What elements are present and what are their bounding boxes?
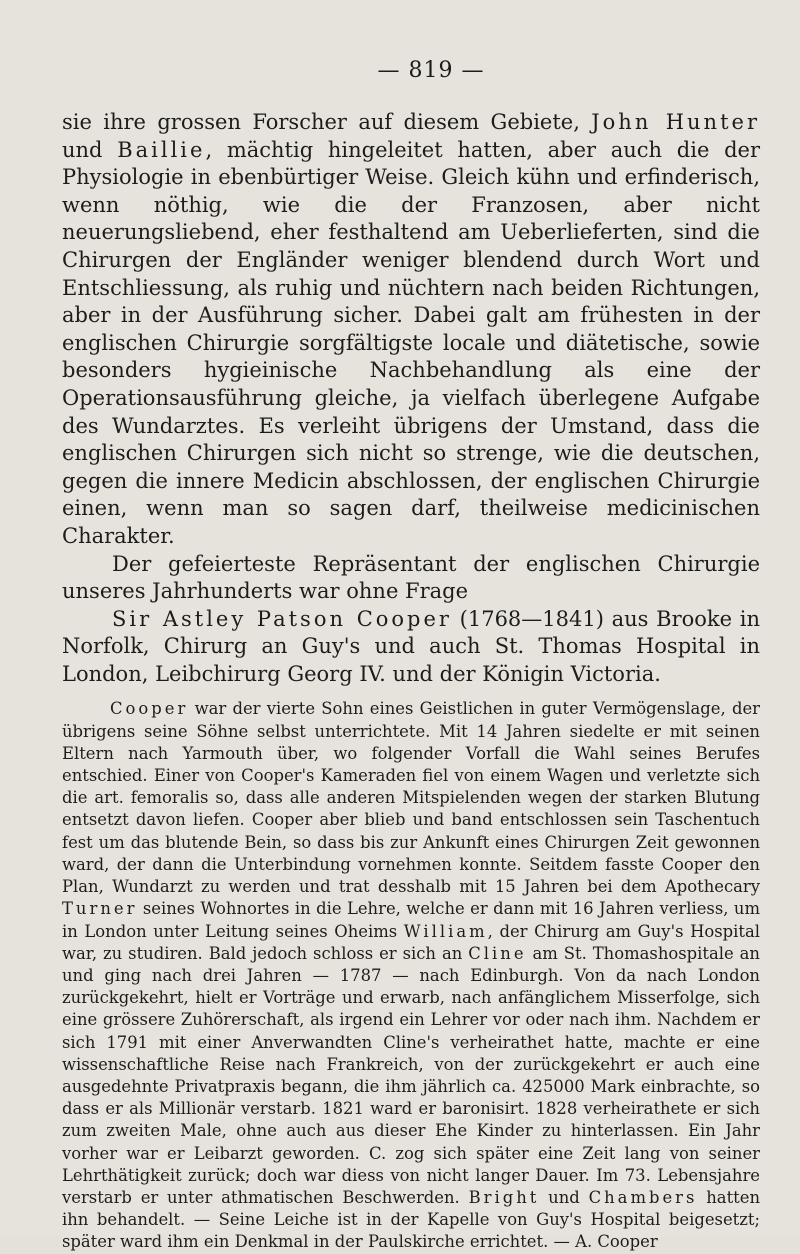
text-run: hatten ihn behandelt. — Seine Leiche ist in der Kapelle von Guy's Hospital beigesetzt; später ward ihm ein Denkmal in der Paulskirche errichtet. — A. Cooper (62, 1187, 761, 1252)
person-name-cooper: Sir Astley Patson Cooper (112, 606, 452, 631)
paragraph-cooper-heading (62, 606, 760, 689)
person-name: Turner (62, 899, 138, 919)
paragraph-representative: Der gefeierteste Repräsentant der englischen Chirurgie unseres Jahrhunderts war ohne Frage (62, 551, 760, 604)
person-name-baillie: Baillie (117, 137, 206, 162)
text-run: am St. Thomashospitale an und ging nach drei Jahren — 1787 — nach Edinburgh. Von da nach London zurückgekehrt, hielt er Vorträge und erwarb, nach anfänglichem Misserfolge, sich eine grössere Zuhörerschaft, als irgend ein Lehrer vor oder nach ihm. Nachdem er sich 1791 mit einer Anverwandten Cline's verheirathet hatte, machte er eine wissenschaftliche Reise nach Frankreich, von der zurückgekehrt er auch eine ausgedehnte Privatpraxis begann, die ihm jährlich ca. 425000 Mark einbrachte, so dass er als Millionär verstarb. 1821 ward er baronisirt. 1828 verheirathete er sich zum zweiten Male, ohne auch aus dieser Ehe Kinder zu hinterlassen. Ein Jahr vorher war er Leibarzt geworden. C. zog sich später eine Zeit lang von seiner Lehrthätigkeit zurück; doch war diess von nicht langer Dauer. Im 73. Lebensjahre verstarb er unter athmatischen Beschwerden. (62, 943, 760, 1207)
text-run: seines Wohnortes in die Lehre, welche er dann mit 16 Jahren verliess, um in London unter Leitung seines Oheims (62, 899, 760, 941)
person-name: Cline (468, 943, 527, 963)
biographical-note (62, 698, 760, 1253)
text-run: , mächtig hingeleitet hatten, aber auch die der Physiologie in ebenbürtiger Weise. Gleich kühn und erfinderisch, wenn nöthig, wie die der Franzosen, aber nicht neuerungsliebend, eher festhaltend am Ueberlieferten, sind die Chirurgen der Engländer weniger blendend durch Wort und Entschliessung, als ruhig und nüchtern nach beiden Richtungen, aber in der Ausführung sicher. Dabei galt am frühesten in der englischen Chirurgie sorgfältigste locale und diätetische, sowie besonders hygieinische Nachbehandlung als eine der Operationsausführung gleiche, ja vielfach überlegene Aufgabe des Wundarztes. Es verleiht übrigens der Umstand, dass die englischen Chirurgen sich nicht so strenge, wie die deutschen, gegen die innere Medicin abschlossen, der englischen Chirurgie einen, wenn man so sagen darf, theilweise medicinischen Charakter. (62, 137, 760, 548)
text-run: und (539, 1187, 589, 1207)
main-text (62, 109, 760, 688)
text-run: (1768—1841) aus Brooke in Norfolk, Chirurg an Guy's und auch St. Thomas Hospital in London, Leibchirurg Georg IV. und der Königin Victoria. (62, 606, 760, 686)
text-run: , der Chirurg am Guy's Hospital war, zu studiren. Bald jedoch schloss er sich an (62, 921, 760, 963)
person-name: William (403, 921, 488, 941)
text-run: war der vierte Sohn eines Geistlichen in guter Vermögenslage, der übrigens seine Söhne selbst unterrichtete. Mit 14 Jahren siedelte er mit seinen Eltern nach Yarmouth über, wo folgender Vorfall die Wahl seines Berufes entschied. Einer von Cooper's Kameraden fiel von einem Wagen und verletzte sich die art. femoralis so, dass alle anderen Mitspielenden wegen der starken Blutung entsetzt davon liefen. Cooper aber blieb und band entschlossen sein Taschentuch fest um das blutende Bein, so dass bis zur Ankunft eines Chirurgen Zeit gewonnen ward, der dann die Unterbindung vornehmen konnte. Seitdem fasste Cooper den Plan, Wundarzt zu werden und trat desshalb mit 15 Jahren bei dem Apothecary (62, 699, 760, 897)
text-run: und (62, 137, 118, 162)
page-number: — 819 — (377, 58, 485, 83)
person-name: Chambers (588, 1187, 698, 1207)
footnote-paragraph (62, 698, 760, 1253)
person-name: Cooper (110, 699, 189, 719)
text-run: sie ihre grossen Forscher auf diesem Gebiete, (62, 110, 592, 134)
paragraph-continuation (62, 109, 760, 551)
person-name: Bright (468, 1187, 540, 1207)
person-name-hunter: John Hunter (591, 110, 760, 134)
